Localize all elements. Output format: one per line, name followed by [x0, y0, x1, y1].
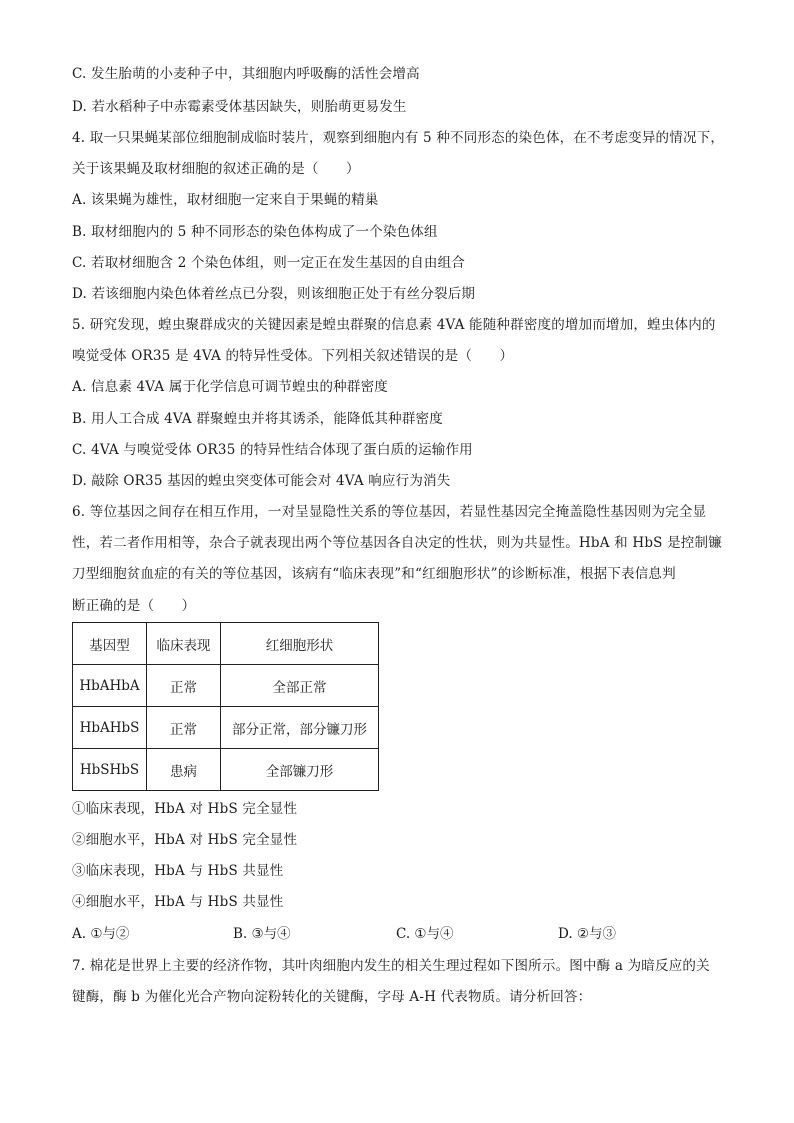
q6-stem-line2: 性，若二者作用相等，杂合子就表现出两个等位基因各自决定的性状，则为共显性。HbA 和 HbS 是控制镰	[72, 535, 722, 551]
table-cell: 患病	[147, 749, 221, 791]
q4-option-b: B. 取材细胞内的 5 种不同形态的染色体构成了一个染色体组	[72, 224, 438, 240]
table-row	[73, 749, 379, 791]
q5-option-c: C. 4VA 与嗅觉受体 OR35 的特异性结合体现了蛋白质的运输作用	[72, 442, 473, 458]
q6-stem-line3: 刀型细胞贫血症的有关的等位基因，该病有“临床表现”和“红细胞形状”的诊断标准，根据下表信息判	[72, 566, 676, 582]
q4-stem-line1: 4. 取一只果蝇某部位细胞制成临时装片，观察到细胞内有 5 种不同形态的染色体，在不考虑变异的情况下，	[72, 130, 725, 146]
q3-option-d: D. 若水稻种子中赤霉素受体基因缺失，则胎萌更易发生	[72, 99, 407, 115]
statement-3: ③临床表现，HbA 与 HbS 共显性	[72, 863, 284, 879]
q5-stem-line1: 5. 研究发现，蝗虫聚群成灾的关键因素是蝗虫群聚的信息素 4VA 能随种群密度的增加而增加，蝗虫体内的	[72, 317, 716, 333]
q5-option-a: A. 信息素 4VA 属于化学信息可调节蝗虫的种群密度	[72, 379, 388, 395]
table-row	[73, 707, 379, 749]
q6-option-a: A. ①与②	[72, 926, 130, 942]
q7-stem-line1: 7. 棉花是世界上主要的经济作物，其叶肉细胞内发生的相关生理过程如下图所示。图中酶 a 为暗反应的关	[72, 958, 710, 974]
table-cell: 正常	[147, 665, 221, 707]
q3-option-c: C. 发生胎萌的小麦种子中，其细胞内呼吸酶的活性会增高	[72, 66, 420, 82]
q5-stem-line2: 嗅觉受体 OR35 是 4VA 的特异性受体。下列相关叙述错误的是（ ）	[72, 348, 514, 364]
genotype-table	[72, 622, 379, 791]
q6-option-c: C. ①与④	[396, 926, 454, 942]
table-row	[73, 665, 379, 707]
table-cell: HbAHbA	[73, 665, 147, 707]
table-cell: 正常	[147, 707, 221, 749]
table-cell: 部分正常，部分镰刀形	[221, 707, 379, 749]
q5-option-d: D. 敲除 OR35 基因的蝗虫突变体可能会对 4VA 响应行为消失	[72, 473, 451, 489]
table-header-cell: 基因型	[73, 623, 147, 665]
q7-stem-line2: 键酶，酶 b 为催化光合产物向淀粉转化的关键酶，字母 A-H 代表物质。请分析回答：	[72, 989, 592, 1005]
table-cell: HbAHbS	[73, 707, 147, 749]
q5-option-b: B. 用人工合成 4VA 群聚蝗虫并将其诱杀，能降低其种群密度	[72, 411, 443, 427]
table-header-row	[73, 623, 379, 665]
q4-option-c: C. 若取材细胞含 2 个染色体组，则一定正在发生基因的自由组合	[72, 255, 466, 271]
table-cell: 全部镰刀形	[221, 749, 379, 791]
table-cell: 全部正常	[221, 665, 379, 707]
q6-stem-line4: 断正确的是（ ）	[72, 598, 196, 614]
q6-stem-line1: 6. 等位基因之间存在相互作用，一对呈显隐性关系的等位基因，若显性基因完全掩盖隐性基因则为完全显	[72, 504, 707, 520]
q4-option-a: A. 该果蝇为雄性，取材细胞一定来自于果蝇的精巢	[72, 192, 379, 208]
table-header-cell: 临床表现	[147, 623, 221, 665]
statement-2: ②细胞水平，HbA 对 HbS 完全显性	[72, 832, 298, 848]
statement-1: ①临床表现，HbA 对 HbS 完全显性	[72, 801, 298, 817]
q4-stem-line2: 关于该果蝇及取材细胞的叙述正确的是（ ）	[72, 161, 360, 177]
statement-4: ④细胞水平，HbA 与 HbS 共显性	[72, 894, 284, 910]
q6-option-d: D. ②与③	[558, 926, 617, 942]
table-header-cell: 红细胞形状	[221, 623, 379, 665]
table-cell: HbSHbS	[73, 749, 147, 791]
q4-option-d: D. 若该细胞内染色体着丝点已分裂，则该细胞正处于有丝分裂后期	[72, 286, 476, 302]
q6-option-b: B. ③与④	[233, 926, 291, 942]
